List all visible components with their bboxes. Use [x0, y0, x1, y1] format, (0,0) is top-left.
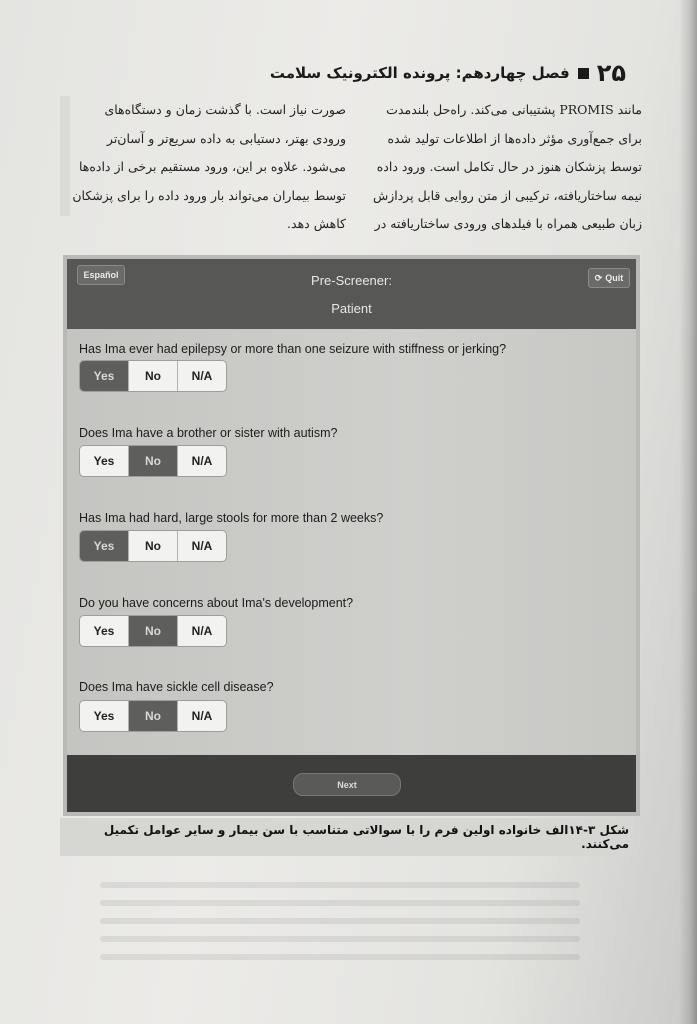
text-line: توسط بیماران می‌تواند بار ورود داده را برای پزشکان: [72, 187, 346, 203]
screen-subtitle: Patient: [331, 301, 372, 316]
app-bottom-bar: [67, 755, 636, 812]
option-yes[interactable]: Yes: [80, 701, 129, 731]
option-na[interactable]: N/A: [191, 454, 213, 468]
app-screenshot-figure: [63, 255, 640, 816]
option-yes[interactable]: Yes: [80, 616, 129, 646]
question-text: Do you have concerns about Ima's development?: [79, 596, 354, 610]
option-na[interactable]: N/A: [191, 369, 213, 383]
text-line: می‌شود. علاوه بر این، ورود مستقیم برخی از داده‌ها: [78, 159, 346, 174]
refresh-icon: ⟳: [594, 272, 603, 283]
text-line: برای جمع‌آوری مؤثر داده‌ها از اطلاعات تولید شده: [387, 130, 642, 146]
option-na[interactable]: N/A: [191, 539, 213, 553]
option-no[interactable]: No: [129, 701, 178, 731]
reverse-page-bleed: [60, 870, 620, 1010]
language-button[interactable]: Español: [77, 265, 125, 285]
text-line: نیمه ساختاریافته، ترکیبی از متن روایی قابل پردازش: [372, 187, 642, 203]
question-text: Has Ima had hard, large stools for more than 2 weeks?: [79, 511, 384, 525]
page-edge-shadow: [679, 0, 697, 1024]
answer-segmented-control: [79, 615, 227, 647]
option-no[interactable]: No: [129, 361, 178, 391]
chapter-title: فصل چهاردهم: پرونده الکترونیک سلامت: [269, 64, 570, 82]
question-form: [67, 329, 636, 755]
answer-segmented-control: [79, 530, 227, 562]
answer-segmented-control: [79, 360, 227, 392]
screen-title: Pre-Screener:: [311, 273, 392, 288]
option-no[interactable]: No: [129, 616, 178, 646]
text-line: زبان طبیعی همراه با فیلدهای ورودی ساختاریافته در: [374, 216, 642, 231]
quit-button[interactable]: [588, 268, 630, 288]
page-header: [66, 58, 626, 88]
text-column-left: [66, 96, 346, 236]
figure-caption: شکل ۳-۱۴الف خانواده اولین فرم را با سوالاتی متناسب با سن بیمار و سایر عوامل تکمیل می‌کنند.: [60, 818, 633, 856]
option-no[interactable]: No: [129, 446, 178, 476]
app-top-bar: [67, 259, 636, 329]
answer-segmented-control: [79, 700, 227, 732]
text-line: توسط پزشکان هنوز در حال تکامل است. ورود داده: [376, 159, 642, 174]
option-yes[interactable]: Yes: [80, 531, 129, 561]
option-na[interactable]: N/A: [191, 709, 213, 723]
option-yes[interactable]: Yes: [80, 361, 129, 391]
text-line: مانند PROMIS پشتیبانی می‌کند. راه‌حل بلندمدت: [386, 102, 642, 117]
text-line: ورودی بهتر، دستیابی به داده سریع‌تر و آسان‌تر: [106, 130, 346, 146]
quit-label: Quit: [605, 273, 624, 283]
text-column-right: [362, 96, 642, 236]
option-na[interactable]: N/A: [191, 624, 213, 638]
question-text: Does Ima have sickle cell disease?: [79, 680, 274, 694]
page-number: ۲۵: [596, 59, 626, 87]
question-text: Does Ima have a brother or sister with autism?: [79, 426, 338, 440]
next-button[interactable]: Next: [293, 773, 401, 796]
text-line: کاهش دهد.: [287, 216, 346, 231]
option-yes[interactable]: Yes: [80, 446, 129, 476]
text-line: صورت نیاز است. با گذشت زمان و دستگاه‌های: [104, 102, 346, 117]
header-square-icon: [578, 68, 589, 79]
question-text: Has Ima ever had epilepsy or more than one seizure with stiffness or jerking?: [79, 342, 507, 356]
option-no[interactable]: No: [129, 531, 178, 561]
answer-segmented-control: [79, 445, 227, 477]
